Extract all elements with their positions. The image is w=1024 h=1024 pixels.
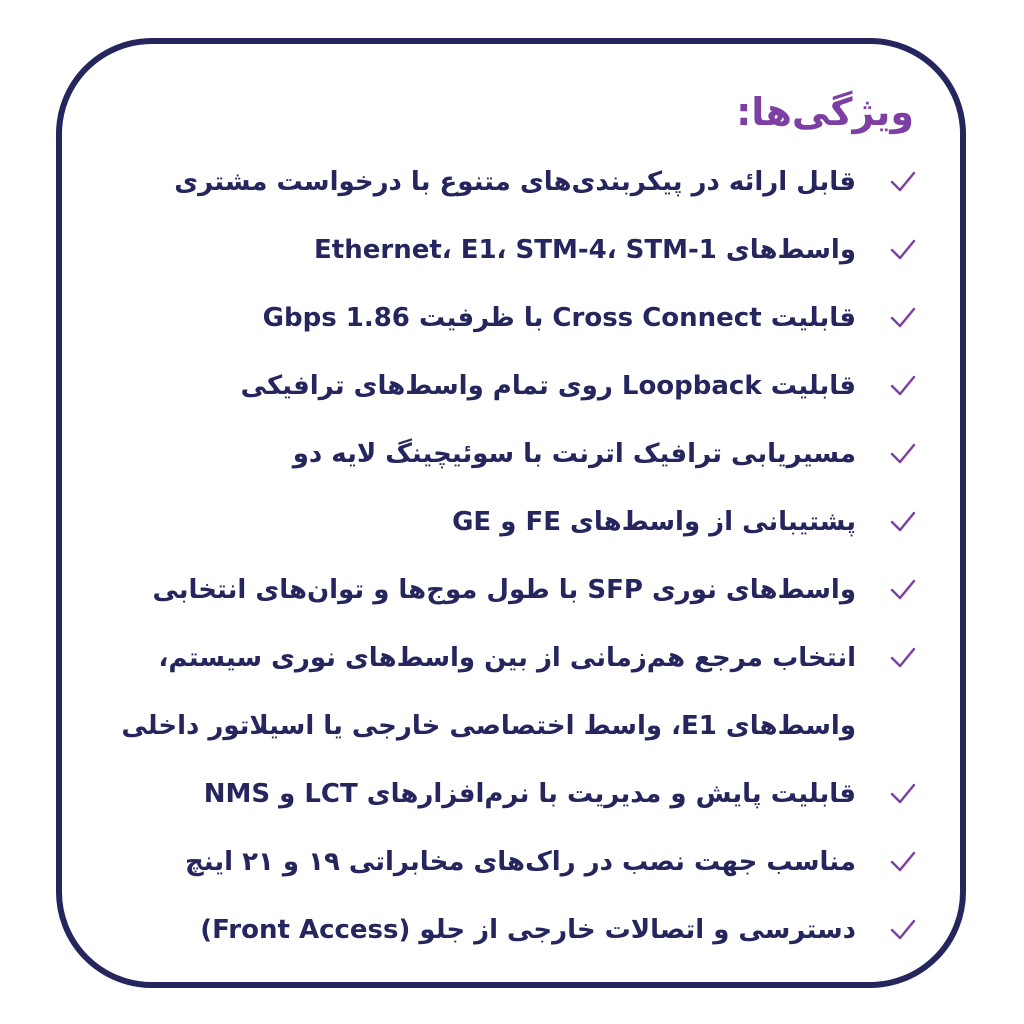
feature-text: مسیریابی ترافیک اترنت با سوئیچینگ لایه دو (292, 439, 856, 469)
feature-item (116, 148, 916, 216)
check-icon (890, 782, 916, 806)
feature-item (116, 760, 916, 828)
feature-item (116, 624, 916, 760)
check-icon (890, 850, 916, 874)
feature-item (116, 828, 916, 896)
feature-text: قابلیت Loopback روی تمام واسط‌های ترافیکی (240, 371, 856, 401)
feature-item (116, 216, 916, 284)
feature-item (116, 488, 916, 556)
feature-item (116, 284, 916, 352)
feature-text: واسط‌های نوری SFP با طول موج‌ها و توان‌های انتخابی (152, 575, 856, 605)
feature-text: قابل ارائه در پیکربندی‌های متنوع با درخواست مشتری (174, 167, 856, 197)
check-icon (890, 442, 916, 466)
check-icon (890, 578, 916, 602)
feature-text-line-1: انتخاب مرجع هم‌زمانی از بین واسط‌های نوری سیستم، (158, 643, 856, 673)
feature-text: قابلیت پایش و مدیریت با نرم‌افزارهای LCT و NMS (203, 779, 856, 809)
feature-item (116, 896, 916, 964)
feature-text: واسط‌های Ethernet، E1، STM-4، STM-1 (314, 235, 856, 265)
feature-item (116, 420, 916, 488)
check-icon (890, 374, 916, 398)
feature-item (116, 556, 916, 624)
feature-text: دسترسی و اتصالات خارجی از جلو (Front Access) (200, 915, 856, 945)
check-icon (890, 306, 916, 330)
feature-text: پشتیبانی از واسط‌های FE و GE (452, 507, 856, 537)
feature-text: مناسب جهت نصب در راک‌های مخابراتی ۱۹ و ۲۱ اینچ (185, 847, 856, 877)
check-icon (890, 918, 916, 942)
check-icon (890, 170, 916, 194)
features-list (116, 148, 916, 964)
features-title: ویژگی‌ها: (736, 90, 914, 134)
feature-text-line-2: واسط‌های E1، واسط اختصاصی خارجی یا اسیلاتور داخلی (121, 711, 856, 741)
check-icon (890, 238, 916, 262)
feature-text: قابلیت Cross Connect با ظرفیت 1.86 Gbps (262, 303, 856, 333)
check-icon (890, 510, 916, 534)
check-icon (890, 646, 916, 670)
feature-item (116, 352, 916, 420)
